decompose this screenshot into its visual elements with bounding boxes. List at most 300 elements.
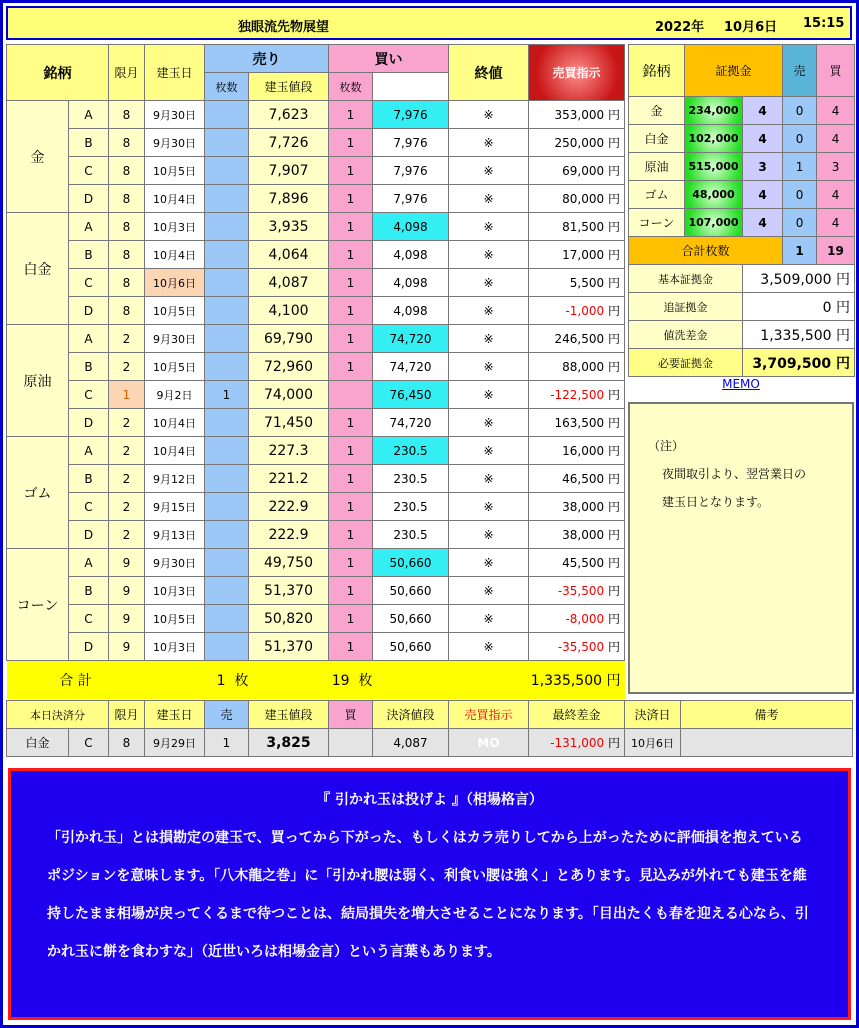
price-cell: 7,896 (249, 185, 329, 213)
margin-total-label: 合計枚数 (629, 237, 783, 265)
margin-amount: 102,000 (685, 125, 743, 153)
close-cell: 4,098 (373, 269, 449, 297)
settle-header-label: 本日決済分 (7, 701, 109, 729)
sell-count-cell (205, 465, 249, 493)
diff-cell: 80,000 円 (529, 185, 625, 213)
margin-sell: 1 (783, 153, 817, 181)
month-cell: 9 (109, 577, 145, 605)
signal-cell: ※ (449, 269, 529, 297)
margin-summary-row (629, 265, 855, 293)
buy-count-cell: 1 (329, 549, 373, 577)
buy-count-cell: 1 (329, 605, 373, 633)
open-date-cell: 9月30日 (145, 101, 205, 129)
series-cell: C (69, 269, 109, 297)
diff-cell: 88,000 円 (529, 353, 625, 381)
open-date-cell: 10月5日 (145, 353, 205, 381)
time-label: 15:15 (803, 16, 845, 31)
margin-name: 金 (629, 97, 685, 125)
buy-count-cell: 1 (329, 521, 373, 549)
settle-header-price: 建玉値段 (249, 701, 329, 729)
margin-summary-row (629, 321, 855, 349)
settle-buy (329, 729, 373, 757)
month-cell: 8 (109, 185, 145, 213)
total-amount: 1,335,500 円 (373, 661, 625, 699)
settle-header-month: 限月 (109, 701, 145, 729)
diff-cell: 250,000 円 (529, 129, 625, 157)
series-cell: A (69, 325, 109, 353)
price-cell: 4,064 (249, 241, 329, 269)
memo-line-1: （注） (648, 439, 685, 453)
settle-header-date: 決済日 (625, 701, 681, 729)
price-cell: 221.2 (249, 465, 329, 493)
position-row (7, 521, 625, 549)
series-cell: A (69, 549, 109, 577)
close-cell: 74,720 (373, 353, 449, 381)
position-row (7, 241, 625, 269)
margin-summary-label: 追証拠金 (629, 293, 743, 321)
close-cell: 7,976 (373, 157, 449, 185)
total-label: 合 計 (7, 661, 145, 699)
position-row (7, 381, 625, 409)
series-cell: D (69, 633, 109, 661)
position-row (7, 129, 625, 157)
close-cell: 4,098 (373, 297, 449, 325)
margin-name: コーン (629, 209, 685, 237)
series-cell: C (69, 605, 109, 633)
buy-count-cell: 1 (329, 577, 373, 605)
close-cell: 7,976 (373, 185, 449, 213)
settle-note (681, 729, 853, 757)
margin-summary-value: 3,709,500 円 (743, 349, 855, 377)
open-date-cell: 10月3日 (145, 577, 205, 605)
diff-cell: 17,000 円 (529, 241, 625, 269)
positions-table (6, 44, 625, 699)
series-cell: C (69, 157, 109, 185)
margin-amount: 515,000 (685, 153, 743, 181)
buy-count-cell: 1 (329, 269, 373, 297)
price-cell: 69,790 (249, 325, 329, 353)
position-row (7, 213, 625, 241)
position-row (7, 549, 625, 577)
margin-buy: 4 (817, 125, 855, 153)
position-row (7, 157, 625, 185)
price-cell: 227.3 (249, 437, 329, 465)
margin-header-sell: 売 (783, 45, 817, 97)
open-date-cell: 10月3日 (145, 633, 205, 661)
margin-total-row (629, 237, 855, 265)
header-close: 終値 (449, 45, 529, 101)
series-cell: A (69, 437, 109, 465)
series-cell: B (69, 577, 109, 605)
sell-count-cell (205, 437, 249, 465)
close-cell: 50,660 (373, 549, 449, 577)
margin-total-buy: 19 (817, 237, 855, 265)
month-cell: 2 (109, 353, 145, 381)
sell-count-cell (205, 409, 249, 437)
month-cell: 2 (109, 325, 145, 353)
settle-signal: MO (449, 729, 529, 757)
month-cell: 8 (109, 101, 145, 129)
sell-count-cell (205, 101, 249, 129)
diff-cell: 16,000 円 (529, 437, 625, 465)
margin-amount: 48,000 (685, 181, 743, 209)
close-cell: 4,098 (373, 241, 449, 269)
margin-multiplier: 4 (743, 125, 783, 153)
diff-cell: 163,500 円 (529, 409, 625, 437)
position-row (7, 185, 625, 213)
close-cell: 50,660 (373, 577, 449, 605)
settle-header-settle-price: 決済値段 (373, 701, 449, 729)
signal-cell: ※ (449, 521, 529, 549)
month-cell: 8 (109, 269, 145, 297)
buy-count-cell: 1 (329, 101, 373, 129)
signal-cell: ※ (449, 633, 529, 661)
margin-summary-label: 必要証拠金 (629, 349, 743, 377)
sell-count-cell (205, 129, 249, 157)
series-cell: A (69, 101, 109, 129)
close-cell: 230.5 (373, 465, 449, 493)
commodity-name: ゴム (7, 437, 69, 549)
header-buy: 買い (329, 45, 449, 73)
open-date-cell: 9月2日 (145, 381, 205, 409)
settle-open-date: 9月29日 (145, 729, 205, 757)
margin-header-amount: 証拠金 (685, 45, 783, 97)
sell-count-cell (205, 633, 249, 661)
month-cell: 8 (109, 129, 145, 157)
margin-sell: 0 (783, 209, 817, 237)
header-sell-count: 枚数 (205, 73, 249, 101)
buy-count-cell: 1 (329, 493, 373, 521)
margin-summary-value: 1,335,500 円 (743, 321, 855, 349)
sell-count-cell (205, 269, 249, 297)
margin-name: ゴム (629, 181, 685, 209)
diff-cell: -35,500 円 (529, 577, 625, 605)
header-buy-count: 枚数 (329, 73, 373, 101)
open-date-cell: 9月12日 (145, 465, 205, 493)
diff-cell: 5,500 円 (529, 269, 625, 297)
margin-header-name: 銘柄 (629, 45, 685, 97)
sell-count-cell (205, 325, 249, 353)
title-bar (6, 6, 852, 40)
open-date-cell: 10月3日 (145, 213, 205, 241)
proverb-title: 『 引かれ玉は投げよ 』（相場格言） (316, 792, 543, 808)
margin-summary-value: 3,509,000 円 (743, 265, 855, 293)
diff-cell: 69,000 円 (529, 157, 625, 185)
margin-multiplier: 4 (743, 97, 783, 125)
signal-cell: ※ (449, 325, 529, 353)
margin-sell: 0 (783, 181, 817, 209)
series-cell: B (69, 353, 109, 381)
settle-month: 8 (109, 729, 145, 757)
memo-panel (628, 402, 854, 694)
settlement-table (6, 700, 853, 757)
header-name: 銘柄 (7, 45, 109, 101)
total-sell: 1 枚 (145, 661, 249, 699)
proverb-panel (8, 768, 851, 1020)
buy-count-cell: 1 (329, 213, 373, 241)
series-cell: D (69, 521, 109, 549)
price-cell: 3,935 (249, 213, 329, 241)
buy-count-cell: 1 (329, 325, 373, 353)
proverb-body: 「引かれ玉」とは損勘定の建玉で、買ってから下がった、もしくはカラ売りしてから上がったために評価損を抱えているポジションを意味します。「八木龍之巻」に「引かれ腰は弱く、利食い腰は強く」とあります。見込みが外れても建玉を維持したまま相場が戻ってくるまで待つことは、結局損失を増大させることになります。「目出たくも春を迎える心なら、引かれ玉に餅を食わすな」（近世いろは相場金言）という言葉もあります。 (47, 830, 809, 960)
series-cell: D (69, 185, 109, 213)
margin-total-sell: 1 (783, 237, 817, 265)
header-month: 限月 (109, 45, 145, 101)
series-cell: D (69, 297, 109, 325)
sell-count-cell (205, 157, 249, 185)
month-cell: 9 (109, 633, 145, 661)
commodity-name: 金 (7, 101, 69, 213)
signal-cell: ※ (449, 241, 529, 269)
buy-count-cell (329, 381, 373, 409)
header-sell: 売り (205, 45, 329, 73)
diff-cell: -1,000 円 (529, 297, 625, 325)
month-cell: 8 (109, 157, 145, 185)
margin-name: 白金 (629, 125, 685, 153)
month-cell: 8 (109, 297, 145, 325)
diff-cell: 81,500 円 (529, 213, 625, 241)
buy-count-cell: 1 (329, 409, 373, 437)
sell-count-cell (205, 213, 249, 241)
series-cell: B (69, 241, 109, 269)
buy-count-cell: 1 (329, 437, 373, 465)
signal-cell: ※ (449, 157, 529, 185)
sell-count-cell (205, 353, 249, 381)
margin-row (629, 209, 855, 237)
margin-sell: 0 (783, 97, 817, 125)
buy-count-cell: 1 (329, 353, 373, 381)
price-cell: 7,623 (249, 101, 329, 129)
open-date-cell: 10月5日 (145, 605, 205, 633)
margin-buy: 3 (817, 153, 855, 181)
settle-settle-price: 4,087 (373, 729, 449, 757)
settle-final: -131,000 円 (529, 729, 625, 757)
series-cell: C (69, 493, 109, 521)
buy-count-cell: 1 (329, 157, 373, 185)
price-cell: 222.9 (249, 521, 329, 549)
open-date-cell: 10月6日 (145, 269, 205, 297)
sell-count-cell (205, 297, 249, 325)
position-row (7, 605, 625, 633)
buy-count-cell: 1 (329, 241, 373, 269)
price-cell: 49,750 (249, 549, 329, 577)
sell-count-cell (205, 577, 249, 605)
sell-count-cell: 1 (205, 381, 249, 409)
margin-multiplier: 3 (743, 153, 783, 181)
open-date-cell: 10月4日 (145, 409, 205, 437)
price-cell: 50,820 (249, 605, 329, 633)
settle-header-sell: 売 (205, 701, 249, 729)
commodity-name: コーン (7, 549, 69, 661)
margin-amount: 107,000 (685, 209, 743, 237)
close-cell: 74,720 (373, 325, 449, 353)
position-row (7, 577, 625, 605)
margin-row (629, 153, 855, 181)
position-row (7, 465, 625, 493)
sell-count-cell (205, 521, 249, 549)
diff-cell: 246,500 円 (529, 325, 625, 353)
margin-summary-value: 0 円 (743, 293, 855, 321)
margin-table (628, 44, 855, 377)
close-cell: 4,098 (373, 213, 449, 241)
year-label: 2022年 (655, 20, 705, 35)
margin-summary-label: 基本証拠金 (629, 265, 743, 293)
close-cell: 74,720 (373, 409, 449, 437)
month-cell: 2 (109, 493, 145, 521)
diff-cell: 45,500 円 (529, 549, 625, 577)
margin-summary-row (629, 349, 855, 377)
margin-buy: 4 (817, 97, 855, 125)
position-row (7, 633, 625, 661)
open-date-cell: 9月30日 (145, 129, 205, 157)
position-row (7, 297, 625, 325)
signal-cell: ※ (449, 493, 529, 521)
settle-name: 白金 (7, 729, 69, 757)
settle-header-open-date: 建玉日 (145, 701, 205, 729)
sell-count-cell (205, 185, 249, 213)
price-cell: 71,450 (249, 409, 329, 437)
open-date-cell: 9月13日 (145, 521, 205, 549)
open-date-cell: 10月5日 (145, 157, 205, 185)
signal-cell: ※ (449, 465, 529, 493)
signal-cell: ※ (449, 409, 529, 437)
diff-cell: -35,500 円 (529, 633, 625, 661)
signal-cell: ※ (449, 297, 529, 325)
diff-cell: -8,000 円 (529, 605, 625, 633)
sell-count-cell (205, 549, 249, 577)
margin-amount: 234,000 (685, 97, 743, 125)
price-cell: 4,100 (249, 297, 329, 325)
margin-multiplier: 4 (743, 181, 783, 209)
price-cell: 51,370 (249, 633, 329, 661)
memo-line-3: 建玉日となります。 (662, 495, 770, 509)
margin-summary-label: 値洗差金 (629, 321, 743, 349)
margin-row (629, 181, 855, 209)
diff-cell: 353,000 円 (529, 101, 625, 129)
month-cell: 8 (109, 241, 145, 269)
diff-cell: 38,000 円 (529, 521, 625, 549)
settle-date: 10月6日 (625, 729, 681, 757)
series-cell: D (69, 409, 109, 437)
month-cell: 2 (109, 521, 145, 549)
margin-row (629, 97, 855, 125)
position-row (7, 437, 625, 465)
commodity-name: 白金 (7, 213, 69, 325)
price-cell: 74,000 (249, 381, 329, 409)
page-title: 独眼流先物展望 (238, 20, 330, 35)
margin-multiplier: 4 (743, 209, 783, 237)
settle-series: C (69, 729, 109, 757)
open-date-cell: 9月30日 (145, 325, 205, 353)
position-row (7, 353, 625, 381)
series-cell: B (69, 129, 109, 157)
buy-count-cell: 1 (329, 297, 373, 325)
sell-count-cell (205, 605, 249, 633)
price-cell: 51,370 (249, 577, 329, 605)
settle-header-signal: 売買指示 (449, 701, 529, 729)
month-cell: 2 (109, 437, 145, 465)
margin-name: 原油 (629, 153, 685, 181)
close-cell: 7,976 (373, 129, 449, 157)
sell-count-cell (205, 493, 249, 521)
diff-cell: -122,500 円 (529, 381, 625, 409)
signal-cell: ※ (449, 381, 529, 409)
signal-cell: ※ (449, 213, 529, 241)
close-cell: 50,660 (373, 633, 449, 661)
close-cell: 7,976 (373, 101, 449, 129)
price-cell: 7,907 (249, 157, 329, 185)
buy-count-cell: 1 (329, 465, 373, 493)
margin-row (629, 125, 855, 153)
position-row (7, 101, 625, 129)
settle-sell: 1 (205, 729, 249, 757)
margin-header-buy: 買 (817, 45, 855, 97)
header-open-date: 建玉日 (145, 45, 205, 101)
header-signal: 売買指示 (529, 45, 625, 101)
settle-price: 3,825 (249, 729, 329, 757)
position-row (7, 325, 625, 353)
settle-header-buy: 買 (329, 701, 373, 729)
memo-link[interactable]: MEMO (628, 377, 854, 399)
margin-buy: 4 (817, 181, 855, 209)
margin-summary-row (629, 293, 855, 321)
diff-cell: 46,500 円 (529, 465, 625, 493)
open-date-cell: 9月15日 (145, 493, 205, 521)
open-date-cell: 10月4日 (145, 437, 205, 465)
series-cell: A (69, 213, 109, 241)
month-cell: 9 (109, 605, 145, 633)
buy-count-cell: 1 (329, 633, 373, 661)
open-date-cell: 10月4日 (145, 185, 205, 213)
commodity-name: 原油 (7, 325, 69, 437)
month-cell: 2 (109, 409, 145, 437)
position-row (7, 493, 625, 521)
signal-cell: ※ (449, 437, 529, 465)
price-cell: 72,960 (249, 353, 329, 381)
diff-cell: 38,000 円 (529, 493, 625, 521)
close-cell: 230.5 (373, 521, 449, 549)
price-cell: 7,726 (249, 129, 329, 157)
total-buy: 19 枚 (249, 661, 373, 699)
position-row (7, 409, 625, 437)
open-date-cell: 9月30日 (145, 549, 205, 577)
month-cell: 2 (109, 465, 145, 493)
price-cell: 222.9 (249, 493, 329, 521)
memo-line-2: 夜間取引より、翌営業日の (662, 467, 807, 481)
close-cell: 76,450 (373, 381, 449, 409)
signal-cell: ※ (449, 353, 529, 381)
position-row (7, 269, 625, 297)
series-cell: B (69, 465, 109, 493)
price-cell: 4,087 (249, 269, 329, 297)
month-cell: 8 (109, 213, 145, 241)
date-label: 10月6日 (724, 20, 778, 35)
signal-cell: ※ (449, 605, 529, 633)
signal-cell: ※ (449, 577, 529, 605)
close-cell: 230.5 (373, 437, 449, 465)
settle-header-note: 備考 (681, 701, 853, 729)
settle-header-final: 最終差金 (529, 701, 625, 729)
signal-cell: ※ (449, 129, 529, 157)
header-price: 建玉値段 (249, 73, 329, 101)
month-cell: 1 (109, 381, 145, 409)
close-cell: 230.5 (373, 493, 449, 521)
signal-cell: ※ (449, 185, 529, 213)
series-cell: C (69, 381, 109, 409)
sell-count-cell (205, 241, 249, 269)
margin-buy: 4 (817, 209, 855, 237)
buy-count-cell: 1 (329, 129, 373, 157)
